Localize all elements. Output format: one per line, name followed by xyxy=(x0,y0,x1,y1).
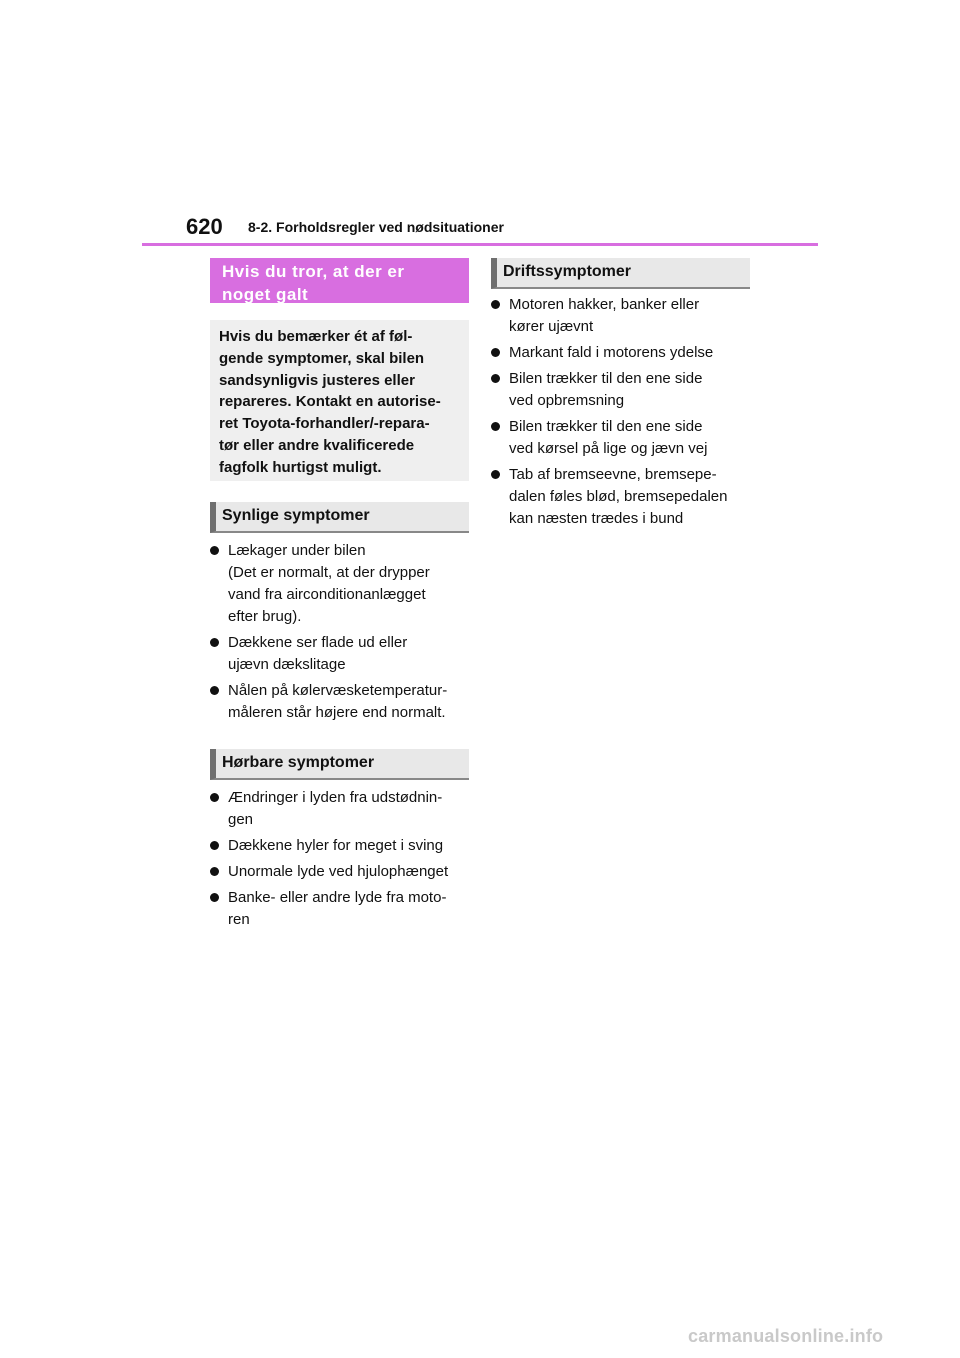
list-item-line: Nålen på kølervæsketemperatur- xyxy=(228,682,448,699)
list-item-line: vand fra airconditionanlægget xyxy=(228,586,426,603)
audible-symptoms-list xyxy=(210,787,469,931)
list-item xyxy=(491,342,750,364)
list-item-line: Banke- eller andre lyde fra moto- xyxy=(228,889,447,906)
list-item xyxy=(210,632,469,676)
left-column xyxy=(210,258,469,931)
list-item xyxy=(210,887,469,931)
list-item-line: Motoren hakker, banker eller xyxy=(509,296,700,313)
list-item xyxy=(491,294,750,338)
list-item-line: kan næsten trædes i bund xyxy=(509,510,684,527)
list-item-line: dalen føles blød, bremsepedalen xyxy=(509,488,728,505)
list-item-line: Dækkene hyler for meget i sving xyxy=(228,837,444,854)
intro-line: repareres. Kontakt en autorise- xyxy=(219,393,441,411)
list-item-line: kører ujævnt xyxy=(509,318,594,335)
intro-line: gende symptomer, skal bilen xyxy=(219,349,425,367)
audible-symptoms-heading: Hørbare symptomer xyxy=(210,749,469,780)
page-number: 620 xyxy=(186,214,223,239)
operational-symptoms-list xyxy=(491,294,750,530)
list-item-line: ved opbremsning xyxy=(509,392,625,409)
main-heading-line: noget galt xyxy=(222,285,309,304)
list-item-line: måleren står højere end normalt. xyxy=(228,704,446,721)
list-item xyxy=(491,464,750,530)
list-item-line: efter brug). xyxy=(228,608,302,625)
watermark[interactable]: carmanualsonline.info xyxy=(688,1326,884,1346)
list-item xyxy=(491,368,750,412)
list-item-line: (Det er normalt, at der drypper xyxy=(228,564,430,581)
list-item-line: Bilen trækker til den ene side xyxy=(509,370,703,387)
list-item-line: ren xyxy=(228,911,250,928)
list-item-line: Markant fald i motorens ydelse xyxy=(509,344,714,361)
intro-line: ret Toyota-forhandler/-repara- xyxy=(219,415,430,433)
list-item xyxy=(491,416,750,460)
list-item-line: Dækkene ser flade ud eller xyxy=(228,634,408,651)
section-title: 8-2. Forholdsregler ved nødsituationer xyxy=(248,219,504,235)
visible-symptoms-list xyxy=(210,540,469,724)
intro-line: tør eller andre kvalificerede xyxy=(219,436,415,454)
list-item-line: Unormale lyde ved hjulophænget xyxy=(228,863,449,880)
list-item-line: ujævn dækslitage xyxy=(228,656,346,673)
intro-box xyxy=(210,320,469,481)
list-item xyxy=(210,680,469,724)
intro-line: fagfolk hurtigst muligt. xyxy=(219,458,382,476)
visible-symptoms-heading: Synlige symptomer xyxy=(210,502,469,533)
list-item-line: gen xyxy=(228,811,254,828)
main-heading xyxy=(210,258,469,303)
list-item-line: Ændringer i lyden fra udstødnin- xyxy=(228,789,443,806)
right-column xyxy=(491,258,750,530)
intro-line: sandsynligvis justeres eller xyxy=(219,371,415,389)
list-item xyxy=(210,787,469,831)
main-heading-line: Hvis du tror, at der er xyxy=(222,262,405,281)
intro-line: Hvis du bemærker ét af føl- xyxy=(219,328,413,345)
list-item-line: Bilen trækker til den ene side xyxy=(509,418,703,435)
operational-symptoms-heading: Driftssymptomer xyxy=(491,258,750,289)
list-item xyxy=(210,861,469,883)
list-item-line: ved kørsel på lige og jævn vej xyxy=(509,440,708,457)
header-rule xyxy=(142,243,818,246)
list-item-line: Lækager under bilen xyxy=(228,542,366,559)
list-item xyxy=(210,835,469,857)
list-item xyxy=(210,540,469,628)
list-item-line: Tab af bremseevne, bremsepe- xyxy=(509,466,717,483)
